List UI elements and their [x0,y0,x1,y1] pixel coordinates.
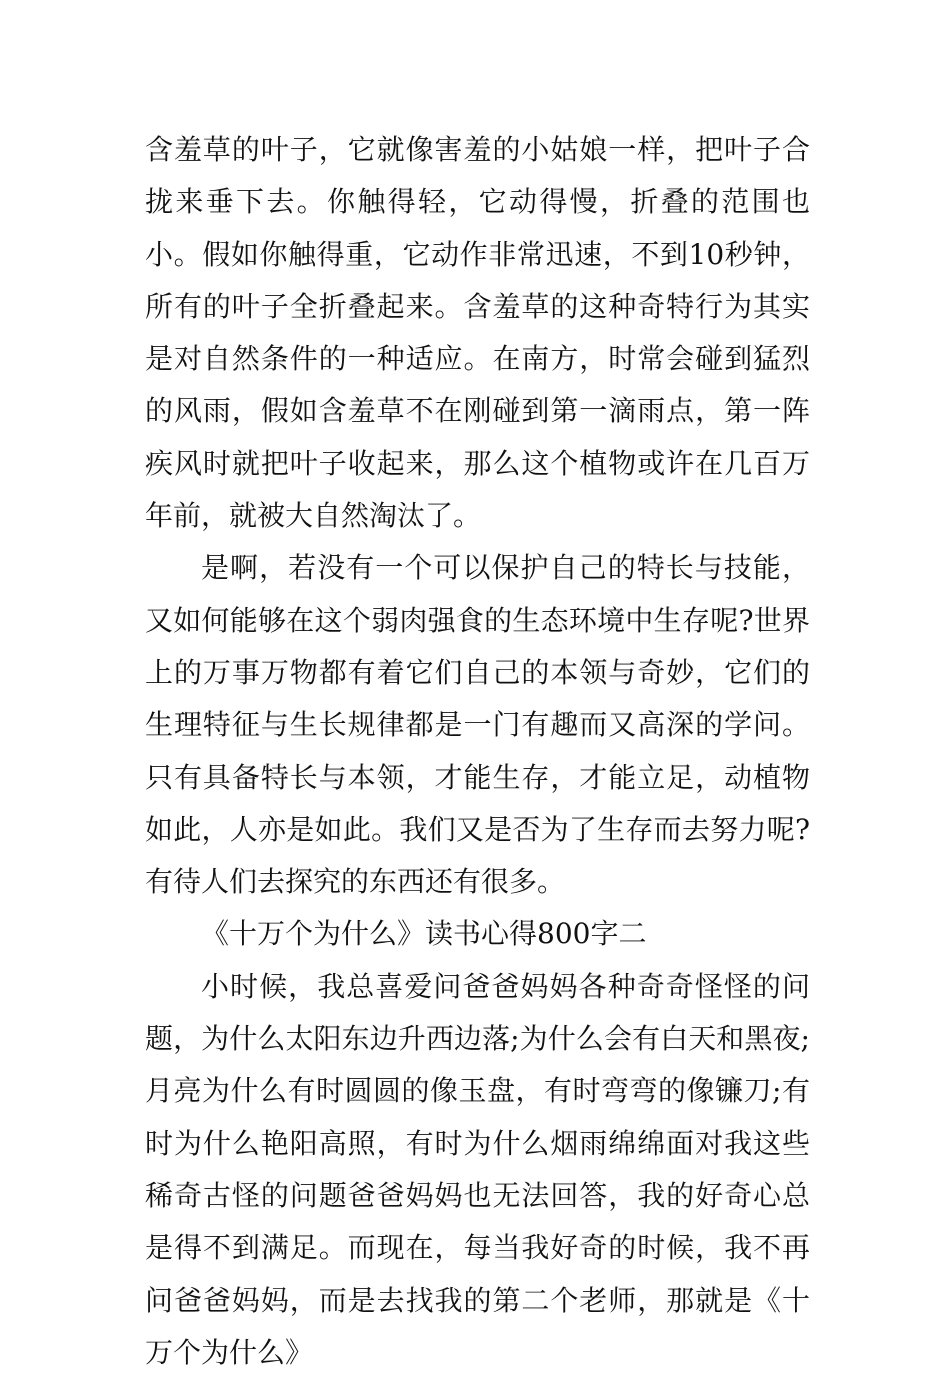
paragraph-childhood: 小时候，我总喜爱问爸爸妈妈各种奇奇怪怪的问题，为什么太阳东边升西边落;为什么会有白天和黑夜;月亮为什么有时圆圆的像玉盘，有时弯弯的像镰刀;有时为什么艳阳高照，有时为什么烟雨绵绵面对我这些稀奇古怪的问题爸爸妈妈也无法回答，我的好奇心总是得不到满足。而现在，每当我好奇的时候，我不再问爸爸妈妈，而是去找我的第二个老师，那就是《十万个为什么》 [145,969,810,1369]
paragraph-mimosa: 含羞草的叶子，它就像害羞的小姑娘一样，把叶子合拢来垂下去。你触得轻，它动得慢，折叠的范围也小。假如你触得重，它动作非常迅速，不到10秒钟，所有的叶子全折叠起来。含羞草的这种奇特行为其实是对自然条件的一种适应。在南方，时常会碰到猛烈的风雨，假如含羞草不在刚碰到第一滴雨点，第一阵疾风时就把叶子收起来，那么这个植物或许在几百万年前，就被大自然淘汰了。 [145,133,810,533]
section-title: 《十万个为什么》读书心得800字二 [201,917,647,951]
paragraph-survival: 是啊，若没有一个可以保护自己的特长与技能，又如何能够在这个弱肉强食的生态环境中生存呢?世界上的万事万物都有着它们自己的本领与奇妙，它们的生理特征与生长规律都是一门有趣而又高深的学问。只有具备特长与本领，才能生存，才能立足，动植物如此，人亦是如此。我们又是否为了生存而去努力呢?有待人们去探究的东西还有很多。 [145,551,810,899]
document-body [145,124,810,1379]
